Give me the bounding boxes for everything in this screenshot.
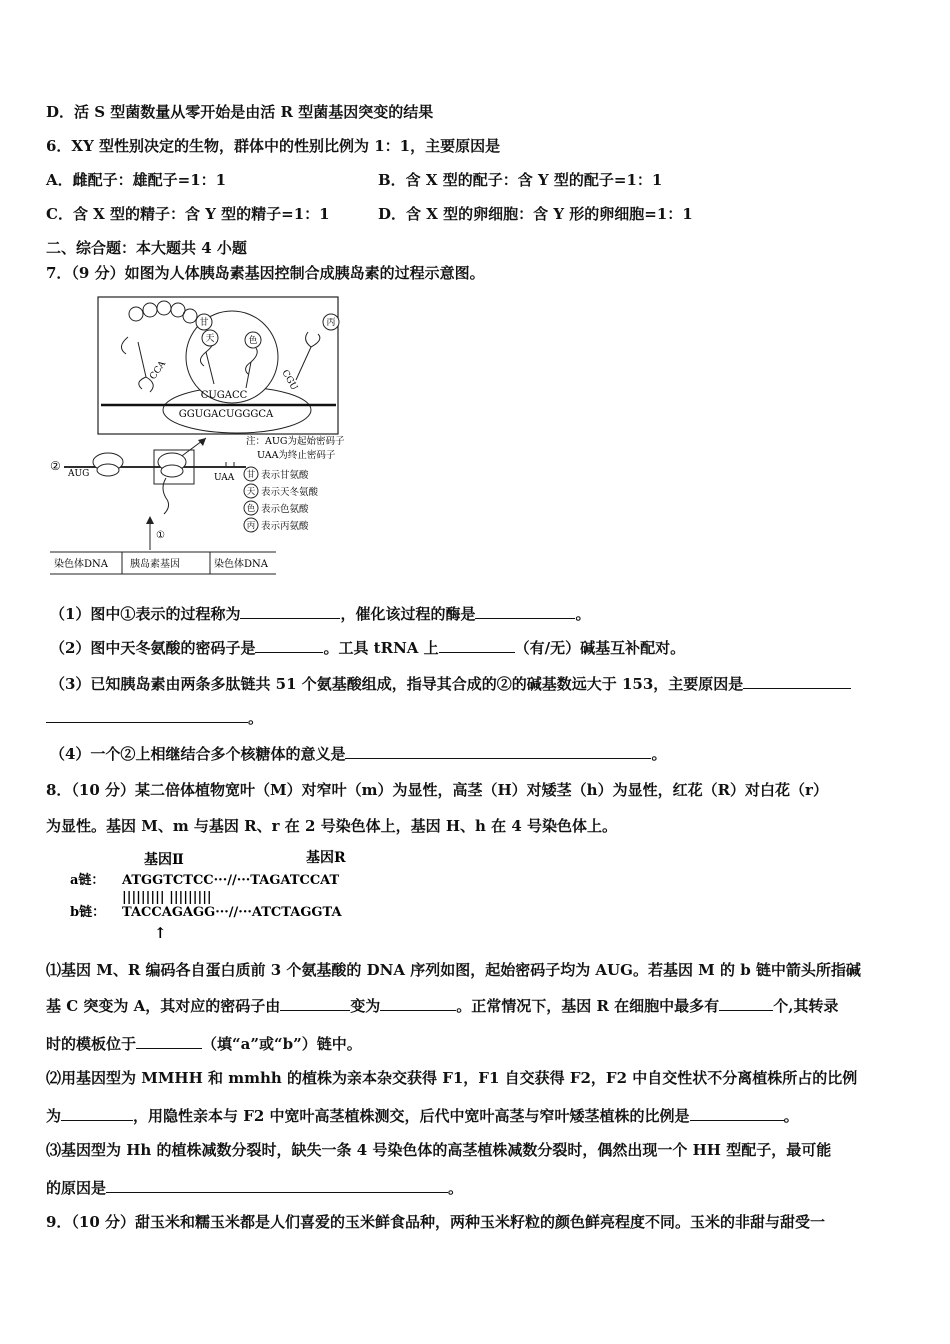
fig-arrow: ↑ (154, 924, 167, 942)
q8-s3-blank[interactable] (106, 1178, 448, 1193)
q8-s2-line-1: ⑵用基因型为 MMHH 和 mmhh 的植株为亲本杂交获得 F1，F1 自交获得 F2，F2 中自交性状不分离植株所占的比例 (46, 1069, 858, 1087)
q8-s1-line-2 (46, 996, 838, 1016)
fig-label-2: ② (50, 459, 61, 473)
q8-s1-l2-a: 基 C 突变为 A，其对应的密码子由 (46, 997, 281, 1015)
fig-a-label: a链： (70, 873, 105, 888)
fig-anticodon-left: CCA (148, 359, 169, 382)
fig-aa-tian: 天 (205, 334, 215, 344)
q7-p2-blank-1[interactable] (255, 638, 323, 653)
fig-note-2: UAA为终止密码子 (257, 450, 336, 461)
q7-p3-blank-1[interactable] (743, 674, 851, 689)
q6-option-a: A．雌配子：雄配子=1：1 (46, 171, 227, 189)
q6-stem: 6．XY 型性别决定的生物，群体中的性别比例为 1：1，主要原因是 (46, 137, 501, 155)
q7-part-1 (50, 604, 590, 624)
q7-p4-blank[interactable] (345, 744, 651, 759)
fig-anticodon-right: CGU (279, 368, 299, 393)
q7-p3-blank-2[interactable] (46, 708, 248, 723)
q8-s1-l2-b: 变为 (350, 997, 381, 1015)
fig-stop-codon: UAA (214, 473, 235, 483)
q6-option-b: B．含 X 型的配子：含 Y 型的配子=1：1 (378, 171, 663, 189)
q8-s3-l2-b: 。 (448, 1179, 464, 1197)
q8-s2-l2-c: 。 (783, 1107, 799, 1125)
q7-p4-a: （4）一个②上相继结合多个核糖体的意义是 (50, 745, 346, 763)
legend-gan: 表示甘氨酸 (261, 470, 309, 481)
q7-stem: 7．（9 分）如图为人体胰岛素基因控制合成胰岛素的过程示意图。 (46, 264, 485, 282)
q7-part-4 (50, 744, 666, 764)
fig-note-1: 注：AUG为起始密码子 (246, 436, 345, 447)
legend-se: 表示色氨酸 (261, 504, 309, 515)
q8-s1-l2-c: 。正常情况下，基因 R 在细胞中最多有 (456, 997, 720, 1015)
q7-p1-b: ，催化该过程的酶是 (340, 605, 476, 623)
q7-p2-blank-2[interactable] (439, 638, 515, 653)
fig-template: GGUGACUGGGCA (178, 409, 274, 420)
q7-p1-blank-2[interactable] (475, 604, 575, 619)
fig-dna-left: 染色体DNA (54, 559, 108, 570)
fig-label-1: ① (156, 530, 165, 541)
q7-p1-blank-1[interactable] (240, 604, 340, 619)
fig-gene-m: 基因Ⅱ (144, 852, 184, 868)
fig-dna-mid: 胰岛素基因 (130, 559, 180, 570)
q8-s1-l3-b: （填“a”或“b”）链中。 (202, 1035, 362, 1053)
q8-s1-blank-3[interactable] (719, 996, 773, 1011)
q7-p3-end: 。 (248, 709, 264, 727)
legend-aa-tian: 天 (246, 487, 256, 497)
q7-part-3-cont (46, 708, 263, 728)
legend-aa-se: 色 (246, 504, 256, 514)
q8-stem-1: 8．（10 分）某二倍体植物宽叶（M）对窄叶（m）为显性，高茎（H）对矮茎（h）为显性，红花（R）对白花（r） (46, 781, 828, 799)
q7-p2-a: （2）图中天冬氨酸的密码子是 (50, 639, 256, 657)
fig-bars: ||||||||| ||||||||| (122, 890, 212, 905)
fig-aa-bing: 丙 (326, 318, 336, 328)
q7-p3-a: （3）已知胰岛素由两条多肽链共 51 个氨基酸组成，指导其合成的②的碱基数远大于 153，主要原因是 (50, 675, 744, 693)
fig-b-seq: TACCAGAGG···//···ATCTAGGTA (122, 905, 342, 920)
section-heading: 二、综合题：本大题共 4 小题 (46, 239, 247, 257)
legend-bing: 表示丙氨酸 (261, 521, 309, 532)
q7-p1-a: （1）图中①表示的过程称为 (50, 605, 241, 623)
q6-option-d: D．含 X 型的卵细胞：含 Y 形的卵细胞=1：1 (378, 205, 693, 223)
fig-start-codon: AUG (68, 469, 90, 479)
q8-s2-line-2 (46, 1106, 799, 1126)
q8-s2-blank-1[interactable] (61, 1106, 133, 1121)
q8-dna-sequence-figure (68, 846, 408, 946)
q8-s1-l2-d: 个,其转录 (773, 997, 839, 1015)
q8-s2-l2-a: 为 (46, 1107, 62, 1125)
q9-stem-1: 9．（10 分）甜玉米和糯玉米都是人们喜爱的玉米鲜食品种，两种玉米籽粒的颜色鲜亮程度不同。玉米的非甜与甜受一 (46, 1213, 826, 1231)
q8-s1-line-1: ⑴基因 M、R 编码各自蛋白质前 3 个氨基酸的 DNA 序列如图，起始密码子均为 AUG。若基因 M 的 b 链中箭头所指碱 (46, 961, 861, 979)
q8-s3-line-1: ⑶基因型为 Hh 的植株减数分裂时，缺失一条 4 号染色体的高茎植株减数分裂时，偶然出现一个 HH 型配子，最可能 (46, 1141, 832, 1159)
q8-s1-blank-1[interactable] (280, 996, 350, 1011)
q8-s2-l2-b: ，用隐性亲本与 F2 中宽叶高茎植株测交，后代中宽叶高茎与窄叶矮茎植株的比例是 (133, 1107, 690, 1125)
fig-a-seq: ATGGTCTCC···//···TAGATCCAT (122, 873, 340, 888)
q8-s3-line-2 (46, 1178, 463, 1198)
legend-tian: 表示天冬氨酸 (261, 487, 319, 498)
fig-aa-gan: 甘 (199, 318, 209, 328)
q8-s3-l2-a: 的原因是 (46, 1179, 107, 1197)
fig-gene-r: 基因R (306, 850, 346, 866)
q8-s1-blank-2[interactable] (380, 996, 456, 1011)
q7-p4-end: 。 (651, 745, 667, 763)
q8-s1-blank-4[interactable] (136, 1034, 202, 1049)
q5-option-d: D．活 S 型菌数量从零开始是由活 R 型菌基因突变的结果 (46, 103, 434, 121)
fig-b-label: b链： (70, 905, 106, 920)
legend-aa-gan: 甘 (246, 470, 256, 480)
fig-dna-right: 染色体DNA (214, 559, 268, 570)
q7-p2-c: （有/无）碱基互补配对。 (514, 639, 686, 657)
q8-s1-l3-a: 时的模板位于 (46, 1035, 137, 1053)
q7-p2-b: 。工具 tRNA 上 (323, 639, 439, 657)
q7-p1-c: 。 (575, 605, 591, 623)
q7-part-2 (50, 638, 685, 658)
q7-translation-diagram (46, 292, 376, 577)
legend-aa-bing: 丙 (246, 521, 256, 531)
q8-s2-blank-2[interactable] (690, 1106, 784, 1121)
q8-s1-line-3 (46, 1034, 362, 1054)
q6-option-c: C．含 X 型的精子：含 Y 型的精子=1：1 (46, 205, 330, 223)
fig-codon: CUGACC (200, 390, 248, 401)
q8-stem-2: 为显性。基因 M、m 与基因 R、r 在 2 号染色体上，基因 H、h 在 4 号染色体上。 (46, 817, 618, 835)
fig-aa-se: 色 (248, 336, 258, 346)
q7-part-3 (50, 674, 851, 694)
